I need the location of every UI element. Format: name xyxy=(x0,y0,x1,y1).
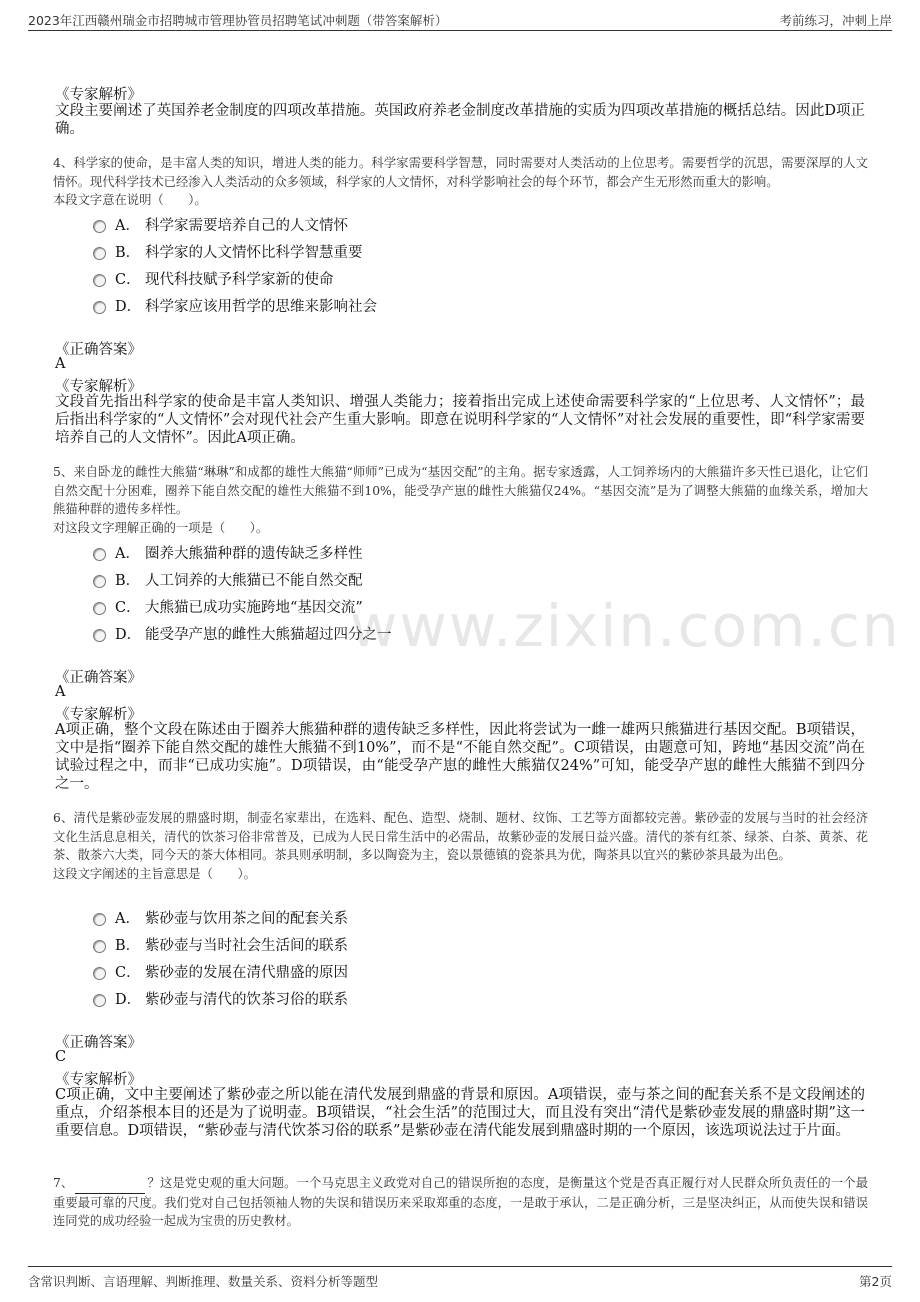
option-a[interactable] xyxy=(93,541,363,563)
option-a[interactable] xyxy=(93,213,348,235)
option-d[interactable] xyxy=(93,294,377,316)
option-letter: D． xyxy=(115,626,142,643)
radio-button[interactable] xyxy=(93,913,106,926)
option-letter: A． xyxy=(115,217,140,234)
option-c[interactable] xyxy=(93,595,363,617)
option-text: 现代科技赋予科学家新的使命 xyxy=(145,271,334,288)
radio-button[interactable] xyxy=(93,274,106,287)
radio-button[interactable] xyxy=(93,575,106,588)
page-header xyxy=(28,8,892,31)
option-letter: D． xyxy=(115,991,142,1008)
answer-value: A xyxy=(55,356,66,372)
radio-button[interactable] xyxy=(93,629,106,642)
answer-label: 《正确答案》 xyxy=(55,670,142,686)
radio-button[interactable] xyxy=(93,967,106,980)
analysis-label: 《专家解析》 xyxy=(55,1072,142,1088)
answer-value: C xyxy=(55,1049,67,1065)
option-letter: A． xyxy=(115,910,140,927)
radio-button[interactable] xyxy=(93,994,106,1007)
option-text: 大熊猫已成功实施跨地“基因交流” xyxy=(145,599,363,616)
option-letter: D． xyxy=(115,298,142,315)
question-stem xyxy=(53,463,868,537)
footer-note: 含常识判断、言语理解、判断推理、数量关系、资料分析等题型 xyxy=(28,1274,379,1289)
radio-button[interactable] xyxy=(93,602,106,615)
option-a[interactable] xyxy=(93,906,348,928)
analysis-label: 《专家解析》 xyxy=(55,87,142,103)
option-text: 紫砂壶与饮用茶之间的配套关系 xyxy=(145,910,348,927)
option-b[interactable] xyxy=(93,240,363,262)
option-text: 紫砂壶的发展在清代鼎盛的原因 xyxy=(145,964,348,981)
question-prompt: 对这段文字理解正确的一项是（ ）。 xyxy=(53,520,269,535)
question-text: 6、清代是紫砂壶发展的鼎盛时期，制壶名家辈出，在选料、配色、造型、烧制、题材、纹饰、工艺等方面都较完善。紫砂壶的发展与当时的社会经济文化生活息息相关，清代的饮茶习俗非常普及，已成为人民日常生活中的必需品，故紫砂壶的发展日益兴盛。清代的茶有红茶、绿茶、白茶、黄茶、花茶、散茶六大类，同今天的茶大体相同。茶具则承明制，多以陶瓷为主，瓷以景德镇的瓷茶具为优，陶茶具以宜兴的紫砂茶具最为出色。 xyxy=(53,811,868,862)
question-prompt: 这段文字阐述的主旨意思是（ ）。 xyxy=(53,866,256,881)
question-stem xyxy=(53,1174,868,1231)
page-number: 第2页 xyxy=(859,1274,892,1289)
radio-button[interactable] xyxy=(93,548,106,561)
option-text: 能受孕产崽的雌性大熊猫超过四分之一 xyxy=(145,626,392,643)
option-letter: C． xyxy=(115,599,141,616)
option-text: 人工饲养的大熊猫已不能自然交配 xyxy=(145,572,363,589)
option-letter: B． xyxy=(115,572,141,589)
analysis-text: A项正确，整个文段在陈述由于圈养大熊猫种群的遗传缺乏多样性，因此将尝试为一雌一雄两只熊猫进行基因交配。B项错误，文中是指“圈养下能自然交配的雄性大熊猫不到10%”，而不是“不能自然交配”。C项错误，由题意可知，跨地“基因交流”尚在试验过程之中，而非“已成功实施”。D项错误，由“能受孕产崽的雌性大熊猫仅24%”可知，能受孕产崽的雌性大熊猫不到四分之一。 xyxy=(55,722,865,792)
option-letter: B． xyxy=(115,244,141,261)
header-slogan: 考前练习，冲刺上岸 xyxy=(779,13,892,28)
option-letter: B． xyxy=(115,937,141,954)
option-text: 圈养大熊猫种群的遗传缺乏多样性 xyxy=(145,545,363,562)
question-text: 5、来自卧龙的雌性大熊猫“琳琳”和成都的雄性大熊猫“师师”已成为“基因交配”的主角。据专家透露，人工饲养场内的大熊猫许多天性已退化，让它们自然交配十分困难，圈养下能自然交配的雄性大熊猫不到10%，能受孕产崽的雌性大熊猫仅24%。“基因交流”是为了调整大熊猫的血缘关系，增加大熊猫种群的遗传多样性。 xyxy=(53,465,868,516)
analysis-text: 文段首先指出科学家的使命是丰富人类知识、增强人类能力；接着指出完成上述使命需要科学家的“上位思考、人文情怀”；最后指出科学家的“人文情怀”会对现代社会产生重大影响。即意在说明科学家的“人文情怀”对社会发展的重要性，即“科学家需要培养自己的人文情怀”。因此A项正确。 xyxy=(55,394,865,446)
page-footer xyxy=(28,1266,892,1291)
answer-value: A xyxy=(55,684,66,700)
option-d[interactable] xyxy=(93,987,348,1009)
option-text: 科学家应该用哲学的思维来影响社会 xyxy=(145,298,377,315)
analysis-label: 《专家解析》 xyxy=(55,379,142,395)
analysis-label: 《专家解析》 xyxy=(55,707,142,723)
question-number: 7、 xyxy=(53,1176,74,1190)
question-text: ？这是党史观的重大问题。一个马克思主义政党对自己的错误所抱的态度，是衡量这个党是否真正履行对人民群众所负责任的一个最重要最可靠的尺度。我们党对自己包括领袖人物的失误和错误历来采取郑重的态度，一是敢于承认，二是正确分析，三是坚决纠正，从而使失误和错误连同党的成功经验一起成为宝贵的历史教材。 xyxy=(53,1176,868,1228)
option-letter: A． xyxy=(115,545,140,562)
option-d[interactable] xyxy=(93,622,392,644)
radio-button[interactable] xyxy=(93,940,106,953)
question-text: 4、科学家的使命，是丰富人类的知识，增进人类的能力。科学家需要科学智慧，同时需要对人类活动的上位思考。需要哲学的沉思，需要深厚的人文情怀。现代科学技术已经渗入人类活动的众多领域，科学家的人文情怀，对科学影响社会的每个环节，都会产生无形然而重大的影响。 xyxy=(53,156,868,189)
document-title: 2023年江西赣州瑞金市招聘城市管理协管员招聘笔试冲刺题（带答案解析） xyxy=(28,13,448,28)
fill-blank xyxy=(75,1174,145,1194)
option-b[interactable] xyxy=(93,933,348,955)
option-text: 科学家需要培养自己的人文情怀 xyxy=(145,217,348,234)
option-c[interactable] xyxy=(93,960,348,982)
option-c[interactable] xyxy=(93,267,334,289)
analysis-text: 文段主要阐述了英国养老金制度的四项改革措施。英国政府养老金制度改革措施的实质为四项改革措施的概括总结。因此D项正确。 xyxy=(55,103,865,137)
option-b[interactable] xyxy=(93,568,363,590)
radio-button[interactable] xyxy=(93,247,106,260)
option-letter: C． xyxy=(115,964,141,981)
radio-button[interactable] xyxy=(93,301,106,314)
question-prompt: 本段文字意在说明（ ）。 xyxy=(53,193,207,207)
question-stem xyxy=(53,154,868,210)
watermark: www.zixin.com.cn xyxy=(350,592,901,660)
answer-label: 《正确答案》 xyxy=(55,1035,142,1051)
option-letter: C． xyxy=(115,271,141,288)
question-stem xyxy=(53,809,868,883)
option-text: 紫砂壶与当时社会生活间的联系 xyxy=(145,937,348,954)
answer-label: 《正确答案》 xyxy=(55,342,142,358)
option-text: 科学家的人文情怀比科学智慧重要 xyxy=(145,244,363,261)
analysis-text: C项正确，文中主要阐述了紫砂壶之所以能在清代发展到鼎盛的背景和原因。A项错误，壶与茶之间的配套关系不是文段阐述的重点，介绍茶根本目的还是为了说明壶。B项错误，“社会生活”的范围过大，而且没有突出“清代是紫砂壶发展的鼎盛时期”这一重要信息。D项错误，“紫砂壶与清代饮茶习俗的联系”是紫砂壶在清代能发展到鼎盛时期的一个原因，该选项说法过于片面。 xyxy=(55,1087,865,1139)
radio-button[interactable] xyxy=(93,220,106,233)
option-text: 紫砂壶与清代的饮茶习俗的联系 xyxy=(145,991,348,1008)
